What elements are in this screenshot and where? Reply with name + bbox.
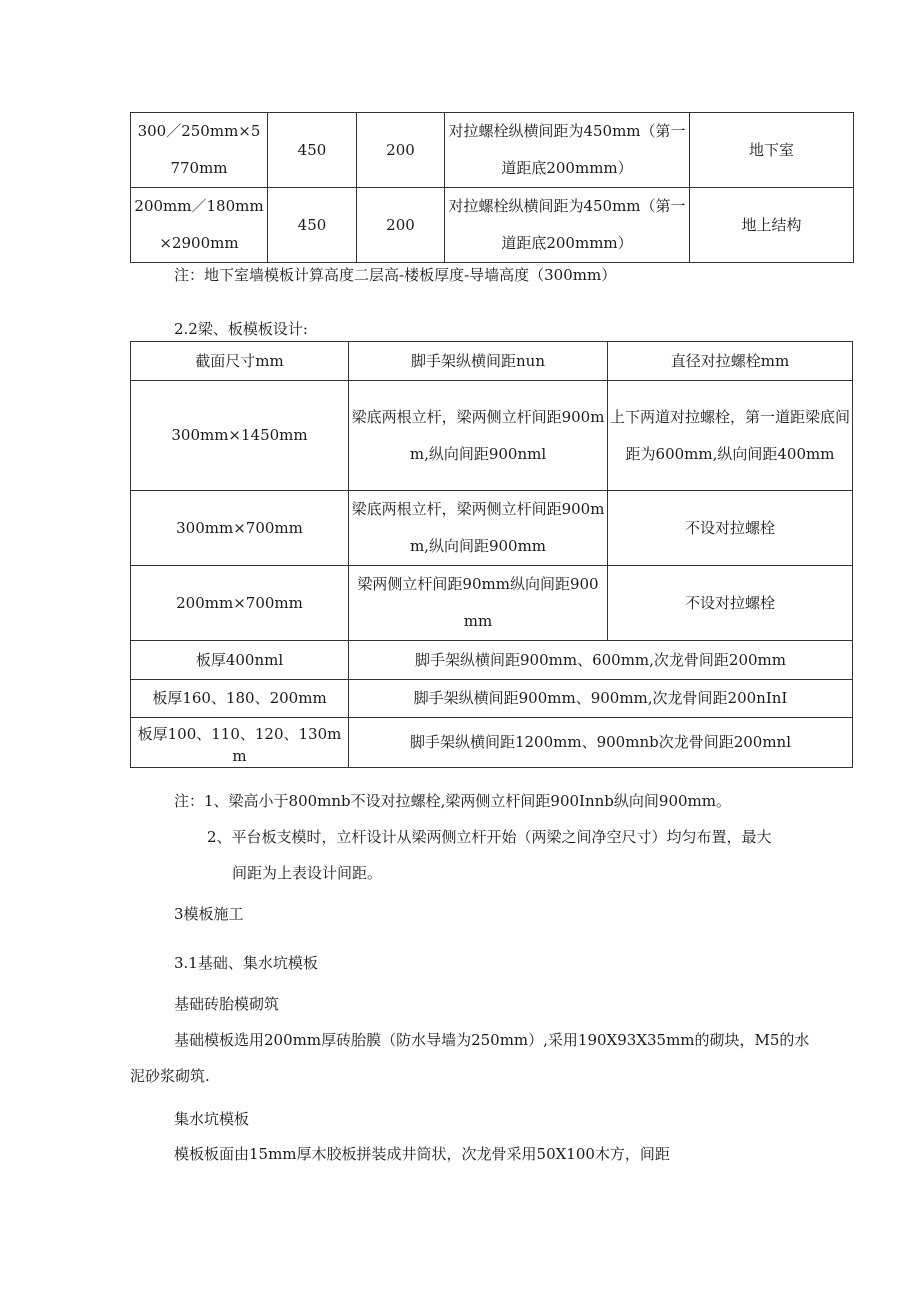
section-size-cell: 300／250mm×5770mm bbox=[131, 113, 268, 188]
beam-slab-formwork-table bbox=[130, 341, 853, 768]
section-size-cell: 200mm×700mm bbox=[131, 566, 349, 641]
paragraph-1-line-2: 泥砂浆砌筑. bbox=[130, 1067, 210, 1085]
slab-scaffold-cell: 脚手架纵横间距1200mm、900mnb次龙骨间距200mnl bbox=[349, 718, 853, 768]
paragraph-2: 模板板面由15mm厚木胶板拼装成井筒状，次龙骨采用50X100木方，间距 bbox=[174, 1145, 670, 1163]
table1-note: 注：地下室墙模板计算高度二层高-楼板厚度-导墙高度（300mm） bbox=[174, 266, 617, 284]
section-heading-2-2: 2.2梁、板模板设计: bbox=[174, 320, 308, 338]
value-cell: 200 bbox=[357, 188, 445, 263]
scaffold-cell: 梁底两根立杆，梁两侧立杆间距900mm,纵向间距900nml bbox=[349, 381, 608, 491]
table-row bbox=[131, 381, 853, 491]
section-size-cell: 300mm×1450mm bbox=[131, 381, 349, 491]
table-row bbox=[131, 680, 853, 718]
slab-scaffold-cell: 脚手架纵横间距900mm、900mm,次龙骨间距200nInI bbox=[349, 680, 853, 718]
slab-thickness-cell: 板厚400nml bbox=[131, 641, 349, 680]
header-scaffold-spacing: 脚手架纵横间距nun bbox=[349, 342, 608, 381]
location-cell: 地下室 bbox=[690, 113, 854, 188]
location-cell: 地上结构 bbox=[690, 188, 854, 263]
bolt-cell: 不设对拉螺栓 bbox=[608, 491, 853, 566]
section-size-cell: 300mm×700mm bbox=[131, 491, 349, 566]
scaffold-cell: 梁底两根立杆，梁两侧立杆间距900mm,纵向间距900mm bbox=[349, 491, 608, 566]
table-row bbox=[131, 113, 854, 188]
note-2-line-2: 间距为上表设计间距。 bbox=[232, 864, 383, 882]
note-2-line-1: 2、平台板支模时，立杆设计从梁两侧立杆开始（两梁之间净空尺寸）均匀布置，最大 bbox=[207, 828, 772, 846]
bolt-cell: 不设对拉螺栓 bbox=[608, 566, 853, 641]
section-size-cell: 200mm／180mm×2900mm bbox=[131, 188, 268, 263]
bolt-spacing-cell: 对拉螺栓纵横间距为450mm（第一道距底200mmm） bbox=[445, 113, 690, 188]
table-row bbox=[131, 718, 853, 768]
paragraph-1-line-1: 基础模板选用200mm厚砖胎膜（防水导墙为250mm）,采用190X93X35mm的砌块，M5的水 bbox=[174, 1031, 810, 1049]
table-row bbox=[131, 491, 853, 566]
table-header-row bbox=[131, 342, 853, 381]
bolt-spacing-cell: 对拉螺栓纵横间距为450mm（第一道距底200mmm） bbox=[445, 188, 690, 263]
table-row bbox=[131, 188, 854, 263]
header-bolt-diameter: 直径对拉螺栓mm bbox=[608, 342, 853, 381]
table-row bbox=[131, 641, 853, 680]
heading-3: 3模板施工 bbox=[174, 905, 244, 923]
subheading-sump-formwork: 集水坑模板 bbox=[174, 1110, 250, 1128]
note-1: 注：1、梁高小于800mnb不设对拉螺栓,梁两侧立杆间距900Innb纵向间900mm。 bbox=[174, 792, 731, 810]
scaffold-cell: 梁两侧立杆间距90mm纵向间距900mm bbox=[349, 566, 608, 641]
wall-formwork-table bbox=[130, 112, 854, 263]
header-section-size: 截面尺寸mm bbox=[131, 342, 349, 381]
slab-scaffold-cell: 脚手架纵横间距900mm、600mm,次龙骨间距200mm bbox=[349, 641, 853, 680]
subheading-brick-mold: 基础砖胎模砌筑 bbox=[174, 995, 280, 1013]
value-cell: 450 bbox=[268, 113, 357, 188]
value-cell: 200 bbox=[357, 113, 445, 188]
table-row bbox=[131, 566, 853, 641]
slab-thickness-cell: 板厚100、110、120、130mm bbox=[131, 718, 349, 768]
value-cell: 450 bbox=[268, 188, 357, 263]
slab-thickness-cell: 板厚160、180、200mm bbox=[131, 680, 349, 718]
heading-3-1: 3.1基础、集水坑模板 bbox=[174, 954, 318, 972]
bolt-cell: 上下两道对拉螺栓，第一道距梁底间距为600mm,纵向间距400mm bbox=[608, 381, 853, 491]
